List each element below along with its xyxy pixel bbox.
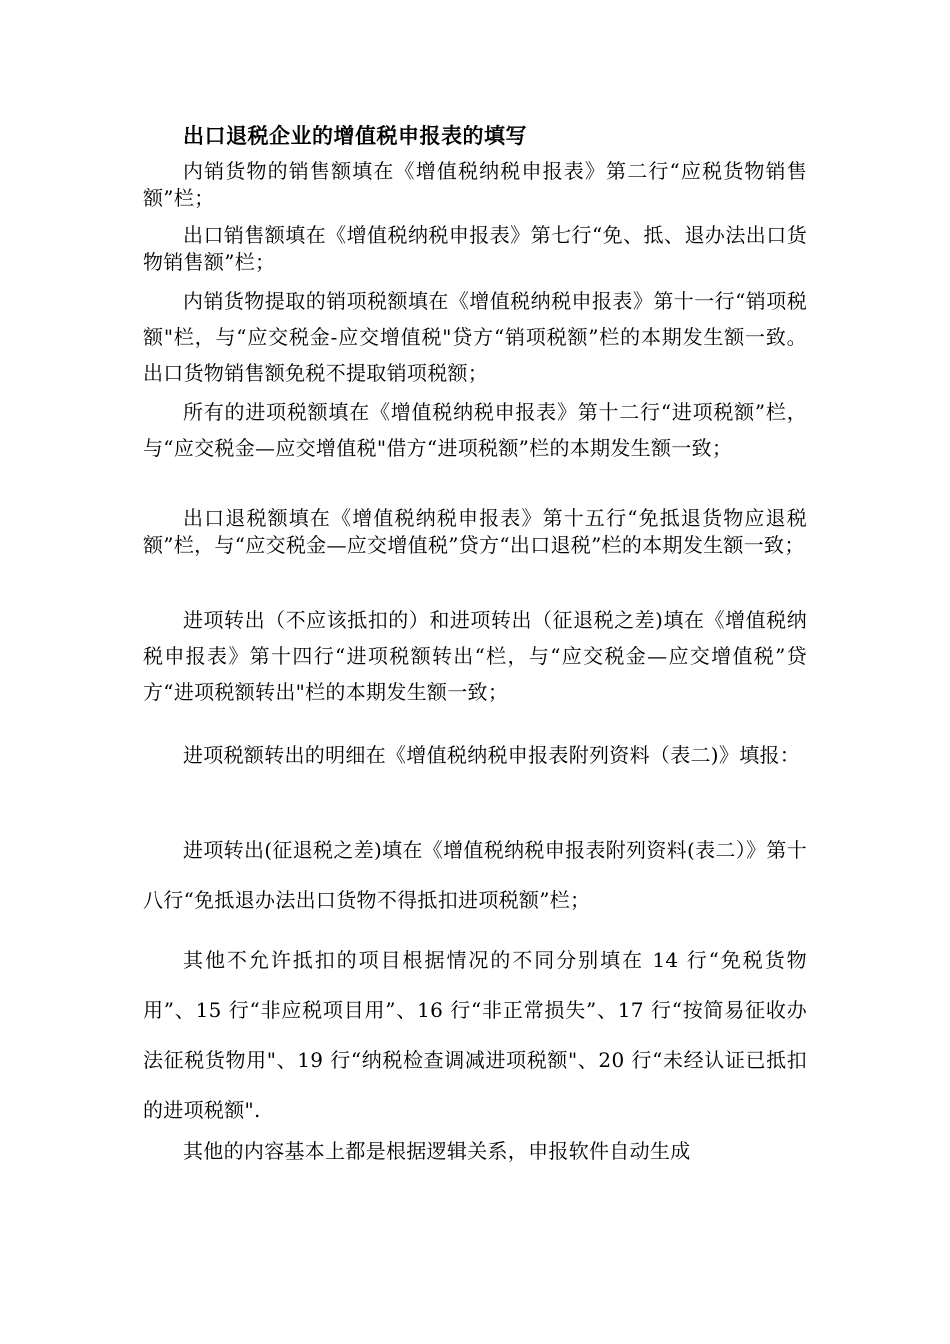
document-title: 出口退税企业的增值税申报表的填写 xyxy=(183,123,527,148)
paragraph-output-tax: 内销货物提取的销项税额填在《增值税纳税申报表》第十一行“销项税额"栏，与“应交税金-应交增值税"贷方“销项税额”栏的本期发生额一致。出口货物销售额免税不提取销项税额； xyxy=(143,289,807,385)
paragraph-input-tax: 所有的进项税额填在《增值税纳税申报表》第十二行“进项税额”栏，与“应交税金—应交增值税"借方“进项税额”栏的本期发生额一致； xyxy=(143,400,807,460)
paragraph-domestic-sales: 内销货物的销售额填在《增值税纳税申报表》第二行“应税货物销售额”栏； xyxy=(143,159,807,210)
paragraph-input-transfer: 进项转出（不应该抵扣的）和进项转出（征退税之差)填在《增值税纳税申报表》第十四行“进项税额转出“栏，与“应交税金—应交增值税”贷方“进项税额转出"栏的本期发生额一致； xyxy=(143,608,807,704)
paragraph-transfer-detail: 进项税额转出的明细在《增值税纳税申报表附列资料（表二)》填报： xyxy=(183,743,801,767)
paragraph-other-items: 其他不允许抵扣的项目根据情况的不同分别填在 14 行“免税货物用”、15 行“非应税项目用”、16 行“非正常损失”、17 行“按简易征收办法征税货物用"、19 行“纳税检查调减进项税额"、20 行“未经认证已抵扣的进项税额". xyxy=(143,948,807,1122)
paragraph-export-sales: 出口销售额填在《增值税纳税申报表》第七行“免、抵、退办法出口货物销售额”栏； xyxy=(143,223,807,274)
paragraph-export-refund: 出口退税额填在《增值税纳税申报表》第十五行“免抵退货物应退税额”栏，与“应交税金—应交增值税”贷方“出口退税”栏的本期发生额一致； xyxy=(143,506,807,557)
paragraph-rate-difference: 进项转出(征退税之差)填在《增值税纳税申报表附列资料(表二）》第十八行“免抵退办法出口货物不得抵扣进项税额”栏； xyxy=(143,838,807,912)
paragraph-auto-generated: 其他的内容基本上都是根据逻辑关系，申报软件自动生成 xyxy=(183,1139,691,1163)
